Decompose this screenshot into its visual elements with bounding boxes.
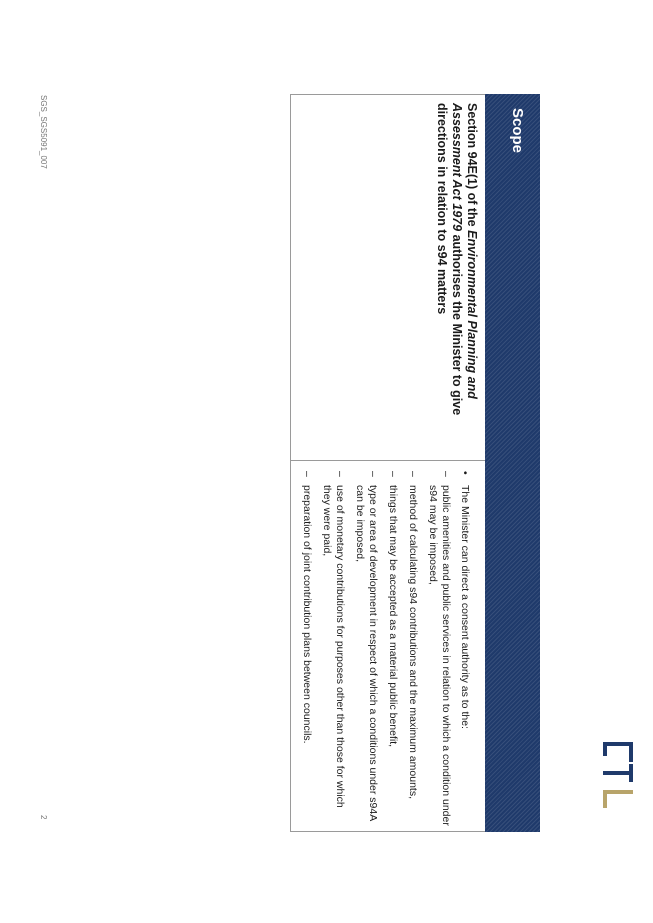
dash-icon: – [387,471,399,477]
dash-icon: – [367,471,379,477]
list-item [353,471,379,826]
bullet-icon: • [459,471,471,475]
intro-bullet [458,471,471,826]
list-item [320,471,346,826]
list-item-text: use of monetary contributions for purposes other than those for which they were paid, [321,485,346,808]
list-item [406,471,419,826]
list-item [300,471,313,826]
section-statement [434,103,479,448]
statement-part2: authorises the Minister to give directions in relation to s94 matters [435,103,464,416]
dash-icon: – [334,471,346,477]
list-item-text: preparation of joint contribution plans between councils. [301,485,313,744]
list-item-text: method of calculating s94 contributions and the maximum amounts, [407,485,419,800]
document-id: SGS_SGS5091_007 [39,95,48,169]
dash-icon: – [407,471,419,477]
dash-icon: – [440,471,452,477]
list-item-text: type or area of development in respect of which a conditions under s94A can be imposed, [354,485,379,821]
list-item [426,471,452,826]
header-bar [485,94,540,832]
content-panel [290,94,485,832]
slide-title: Scope [509,108,526,154]
direction-list [293,471,471,826]
list-item-text: public amenities and public services in relation to which a condition under s94 may be imposed, [427,485,452,826]
dash-icon: – [301,471,313,477]
column-divider [291,460,485,461]
list-item-text: things that may be accepted as a material public benefit, [387,485,399,748]
company-logo [597,740,637,810]
page-number: 2 [39,815,48,820]
statement-part1: Section 94E(1) of the [465,103,479,231]
list-item [386,471,399,826]
act-name: Environmental Planning and Assessment Act 1979 [450,103,479,399]
intro-text: The Minister can direct a consent authority as to the: [459,485,471,729]
